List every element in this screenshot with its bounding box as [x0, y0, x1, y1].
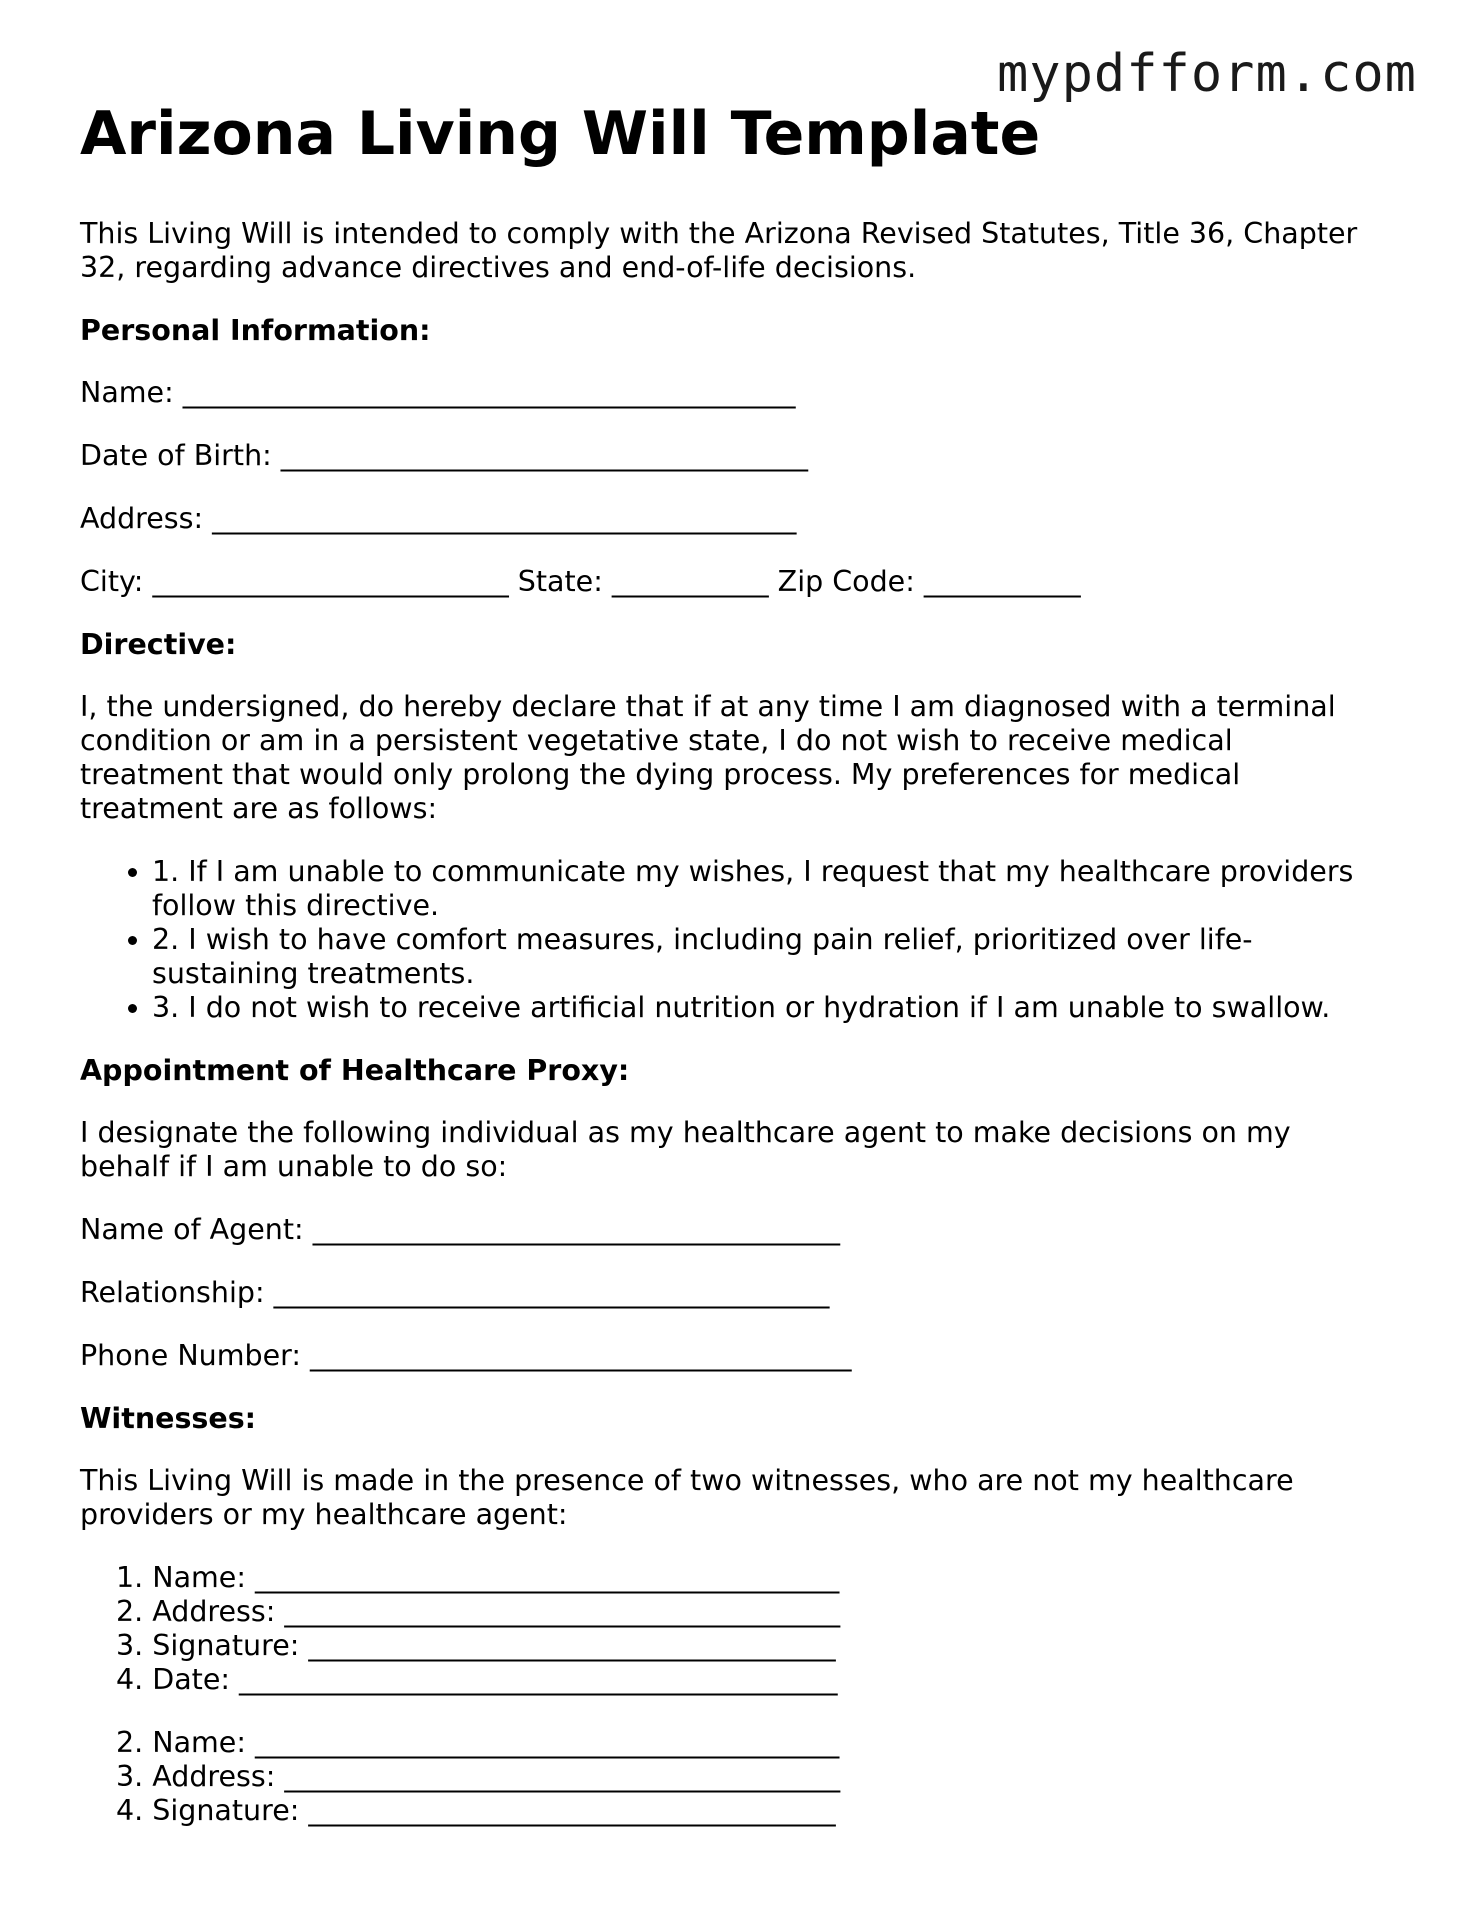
- witness-1-signature-field[interactable]: 3. Signature: _____________________________________: [116, 1629, 836, 1662]
- witness-2-signature-field[interactable]: 4. Signature: _____________________________________: [116, 1794, 836, 1827]
- directive-item: • 1. If I am unable to communicate my wishes, I request that my healthcare providers follow this directive.: [152, 855, 1380, 923]
- witness-1-list: [80, 1561, 1380, 1697]
- personal-info-heading: Personal Information:: [80, 314, 431, 347]
- agent-name-field[interactable]: Name of Agent: _____________________________________: [80, 1213, 840, 1246]
- directive-paragraph: I, the undersigned, do hereby declare that if at any time I am diagnosed with a terminal condition or am in a persistent vegetative state, I do not wish to receive medical treatment that would only prolong the dying process. My preferences for medical treatment are as follows:: [80, 690, 1336, 825]
- directive-heading: Directive:: [80, 628, 237, 661]
- witnesses-paragraph: This Living Will is made in the presence of two witnesses, who are not my healthcare providers or my healthcare agent:: [80, 1464, 1294, 1531]
- directive-item: • 2. I wish to have comfort measures, including pain relief, prioritized over life-sustaining treatments.: [152, 923, 1380, 991]
- name-field[interactable]: Name: ___________________________________________: [80, 376, 796, 409]
- witnesses-heading: Witnesses:: [80, 1402, 257, 1435]
- directive-item: • 3. I do not wish to receive artificial nutrition or hydration if I am unable to swallow.: [152, 991, 1380, 1025]
- witness-2-name-field[interactable]: 2. Name: _________________________________________: [116, 1726, 840, 1759]
- document-content: [80, 100, 1380, 1857]
- witness-1-address-field[interactable]: 2. Address: _______________________________________: [116, 1595, 841, 1628]
- witness-2-address-field[interactable]: 3. Address: _______________________________________: [116, 1760, 841, 1793]
- witness-1-name-field[interactable]: 1. Name: _________________________________________: [116, 1561, 840, 1594]
- directive-list: [80, 855, 1380, 1025]
- witness-2-list: [80, 1726, 1380, 1828]
- watermark: mypdfform.com: [997, 44, 1417, 104]
- witness-1-date-field[interactable]: 4. Date: __________________________________________: [116, 1663, 838, 1696]
- page-title: Arizona Living Will Template: [80, 99, 1041, 169]
- address-field[interactable]: Address: _________________________________________: [80, 502, 797, 535]
- proxy-paragraph: I designate the following individual as my healthcare agent to make decisions on my behalf if I am unable to do so:: [80, 1116, 1291, 1183]
- relationship-field[interactable]: Relationship: _______________________________________: [80, 1276, 830, 1309]
- intro-paragraph: This Living Will is intended to comply with the Arizona Revised Statutes, Title 36, Chapter 32, regarding advance directives and end-of-life decisions.: [80, 217, 1358, 284]
- phone-field[interactable]: Phone Number: ______________________________________: [80, 1339, 852, 1372]
- dob-field[interactable]: Date of Birth: _____________________________________: [80, 439, 809, 472]
- city-state-zip-field[interactable]: City: _________________________ State: ___________ Zip Code: ___________: [80, 565, 1081, 598]
- proxy-heading: Appointment of Healthcare Proxy:: [80, 1054, 630, 1087]
